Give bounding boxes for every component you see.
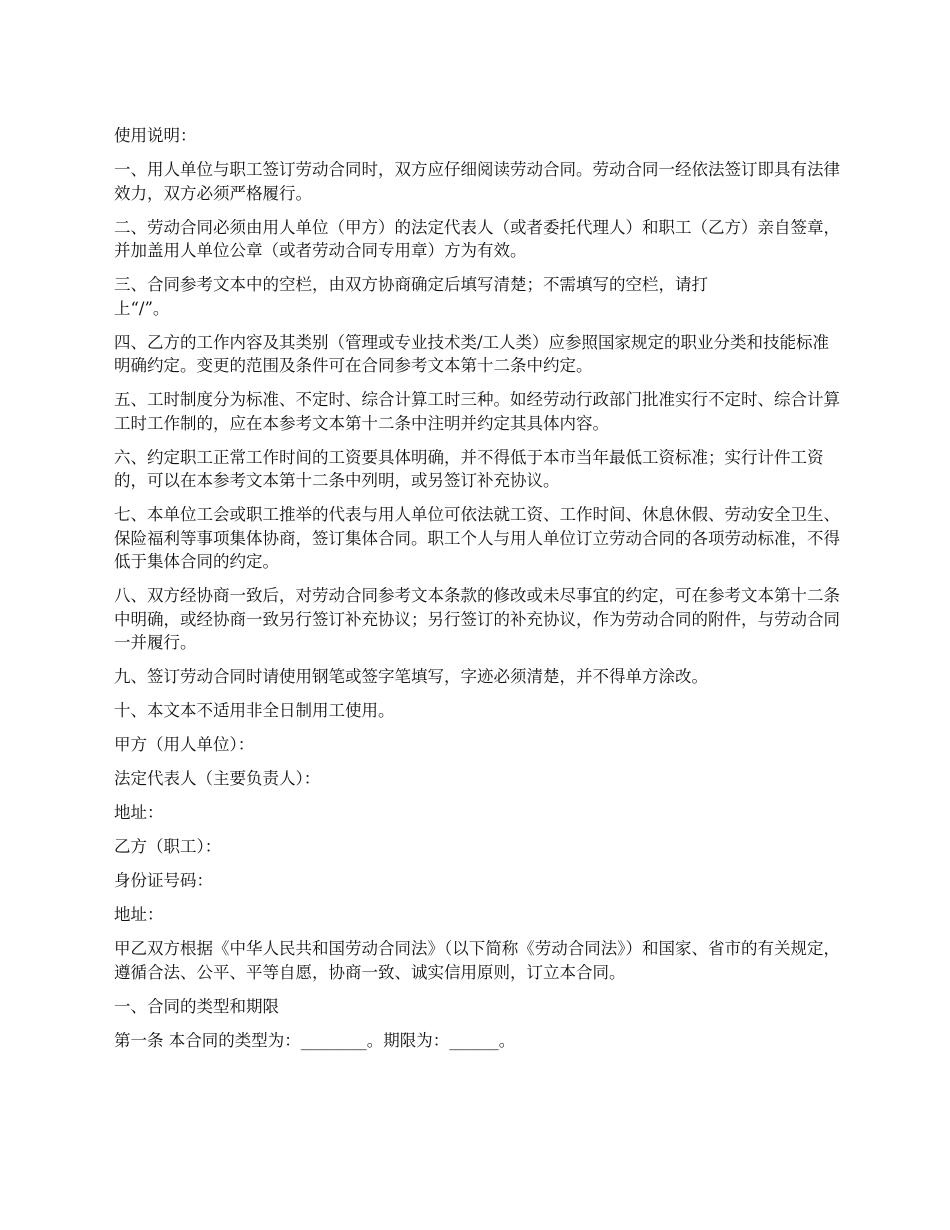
instructions-heading: 使用说明： [114, 126, 197, 145]
section-one-title: 一、合同的类型和期限 [114, 996, 279, 1016]
party-a-label: 甲方（用人单位）： [114, 735, 255, 754]
party-a-address-label: 地址： [114, 803, 164, 822]
instruction-item-8: 八、双方经协商一致后，对劳动合同参考文本条款的修改或未尽事宜的约定，可在参考文本第十二条中明确，或经协商一致另行签订补充协议；另行签订的补充协议，作为劳动合同的附件，与劳动合同一并履行。 [114, 586, 840, 652]
legal-representative-label: 法定代表人（主要负责人）： [114, 769, 321, 788]
document-page [114, 124, 844, 1063]
instruction-item-6: 六、约定职工正常工作时间的工资要具体明确，并不得低于本市当年最低工资标准；实行计件工资的，可以在本参考文本第十二条中列明，或另签订补充协议。 [114, 447, 824, 490]
party-b-address-label: 地址： [114, 905, 164, 924]
instruction-item-3: 三、合同参考文本中的空栏，由双方协商确定后填写清楚；不需填写的空栏，请打 上“/”。 [114, 275, 708, 318]
contract-preamble: 甲乙双方根据《中华人民共和国劳动合同法》（以下简称《劳动合同法》）和国家、省市的有关规定，遵循合法、公平、平等自愿，协商一致、诚实信用原则，订立本合同。 [114, 939, 840, 982]
instruction-item-5: 五、工时制度分为标准、不定时、综合计算工时三种。如经劳动行政部门批准实行不定时、综合计算工时工作制的，应在本参考文本第十二条中注明并约定其具体内容。 [114, 390, 840, 433]
instruction-item-7: 七、本单位工会或职工推举的代表与用人单位可依法就工资、工作时间、休息休假、劳动安全卫生、保险福利等事项集体协商，签订集体合同。职工个人与用人单位订立劳动合同的各项劳动标准，不得低于集体合同的约定。 [114, 505, 840, 571]
article-one: 第一条 本合同的类型为：________。期限为：______。 [114, 1030, 516, 1050]
id-number-label: 身份证号码： [114, 871, 213, 890]
instruction-item-1: 一、用人单位与职工签订劳动合同时，双方应仔细阅读劳动合同。劳动合同一经依法签订即具有法律效力，双方必须严格履行。 [114, 160, 840, 203]
instruction-item-4: 四、乙方的工作内容及其类别（管理或专业技术类/工人类）应参照国家规定的职业分类和技能标准明确约定。变更的范围及条件可在合同参考文本第十二条中约定。 [114, 332, 830, 375]
instruction-item-10: 十、本文本不适用非全日制用工使用。 [114, 701, 395, 720]
party-b-label: 乙方（职工）： [114, 837, 222, 856]
instruction-item-9: 九、签订劳动合同时请使用钢笔或签字笔填写，字迹必须清楚，并不得单方涂改。 [114, 667, 708, 686]
instruction-item-2: 二、劳动合同必须由用人单位（甲方）的法定代表人（或者委托代理人）和职工（乙方）亲自签章，并加盖用人单位公章（或者劳动合同专用章）方为有效。 [114, 217, 840, 260]
